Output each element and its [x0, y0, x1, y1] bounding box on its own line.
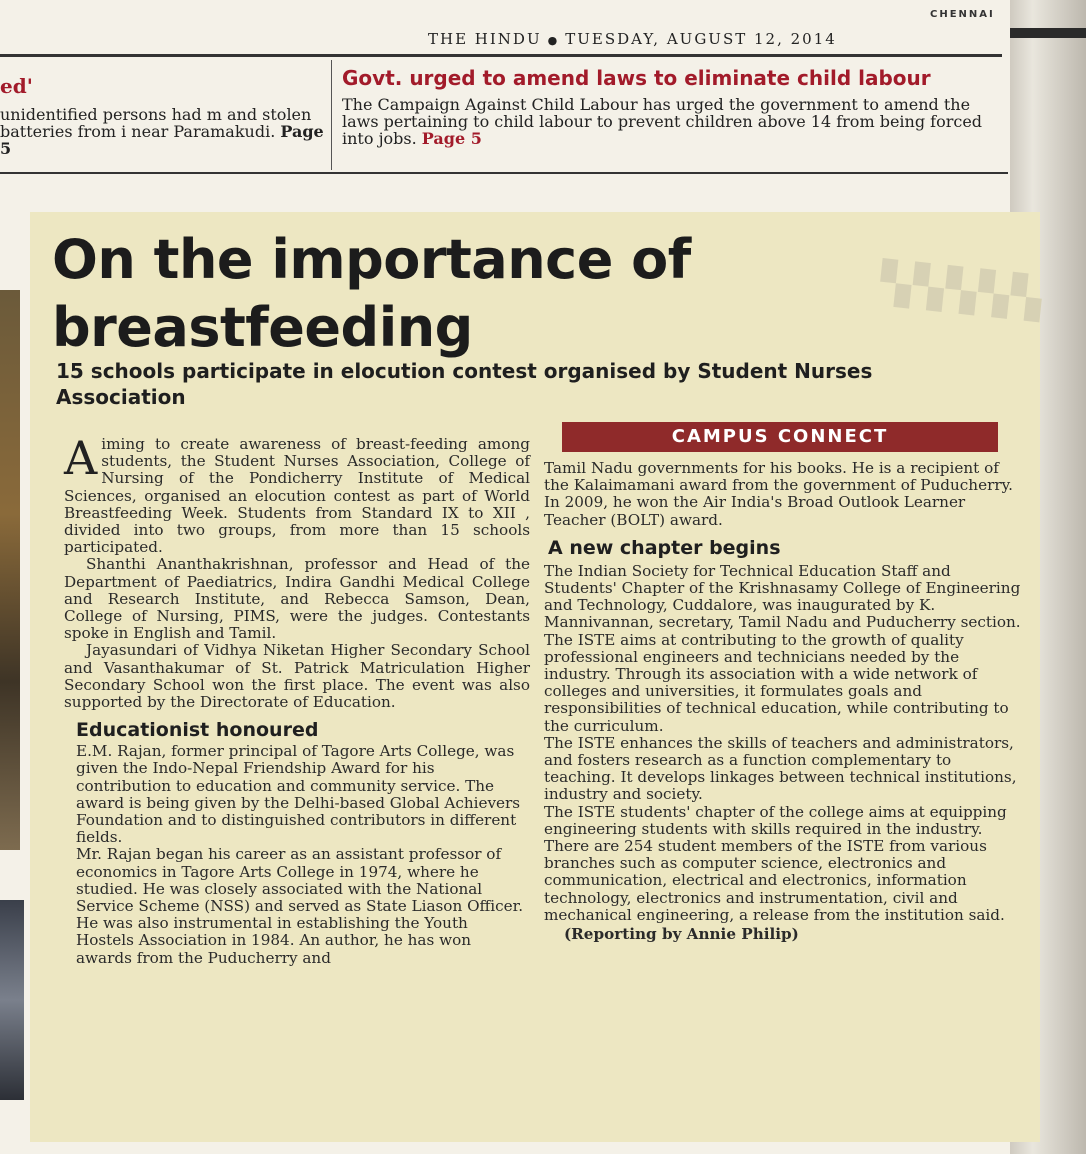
bleed-through-text: ▚▚▚▚▚: [878, 259, 1046, 323]
paper-name: THE HINDU: [428, 30, 542, 48]
article-subhead: 15 schools participate in elocution contest organised by Student Nurses Association: [56, 359, 873, 409]
teaser-left-body: unidentified persons had m and stolen batteries from i near Paramakudi.: [0, 105, 312, 141]
masthead-rule: [0, 54, 1002, 57]
edge-bar: [1010, 28, 1086, 38]
edition-label: CHENNAI: [930, 9, 995, 20]
paragraph-6: Tamil Nadu governments for his books. He is a recipient of the Kalaimamani award from the government of Puducherry. In 2009, he won the Air India's Broad Outlook Learner Teacher (BOLT) award.: [544, 459, 1013, 529]
masthead-separator: ●: [547, 34, 560, 47]
paragraph-1-text: iming to create awareness of breast-feeding among students, the Student Nurses Association, College of Nursing of the Pondicherry Institute of Medical Sciences, organised an elocution contest as part of World Breastfeeding Week. Students from Standard IX to XII , divided into two groups, from more than 15 schools participated.: [64, 435, 530, 557]
teaser-left: [0, 74, 325, 157]
teaser-left-page-ref: Page 5: [0, 122, 324, 158]
campus-connect-banner: CAMPUS CONNECT: [562, 422, 998, 452]
section-heading-educationist: Educationist honoured: [76, 719, 319, 742]
article-headline: On the importance of breastfeeding: [52, 228, 691, 359]
paragraph-9: The ISTE students' chapter of the college aims at equipping engineering students with skills required in the industry. There are 254 student members of the ISTE from various branches such as computer science, electronics and communication, electrical and electronics, information technology, electronics and instrumentation, civil and mechanical engineering, a release from the institution said.: [544, 802, 1007, 924]
teaser-divider: [331, 60, 332, 170]
teaser-left-headline: ed': [0, 74, 33, 98]
article-column-1: [64, 431, 530, 967]
byline: (Reporting by Annie Philip): [564, 925, 799, 944]
teaser-left-text: [0, 106, 325, 157]
section-heading-new-chapter: A new chapter begins: [548, 536, 781, 559]
teaser-rule: [0, 172, 1008, 174]
teaser-right-text: [342, 96, 1002, 147]
paragraph-8: The ISTE enhances the skills of teachers and administrators, and fosters research as a function complementary to teaching. It develops linkages between technical institutions, industry and society.: [544, 733, 1017, 804]
paragraph-1: [64, 431, 530, 557]
teaser-right-headline: Govt. urged to amend laws to eliminate child labour: [342, 66, 931, 90]
paragraph-7: The Indian Society for Technical Education Staff and Students' Chapter of the Krishnasamy College of Engineering and Technology, Cuddalore, was inaugurated by K. Mannivannan, secretary, Tamil Nadu and Puducherry section. The ISTE aims at contributing to the growth of quality professional engineers and technicians needed by the industry. Through its association with a wide network of colleges and universities, it formulates goals and responsibilities of technical education, while contributing to the curriculum.: [544, 561, 1021, 735]
paragraph-3: Jayasundari of Vidhya Niketan Higher Secondary School and Vasanthakumar of St. Patrick Matriculation Higher Secondary School won the first place. The event was also supported by the Directorate of Education.: [64, 641, 530, 712]
left-photo-strip: [0, 290, 20, 850]
paragraph-2: Shanthi Ananthakrishnan, professor and Head of the Department of Paediatrics, Indira Gandhi Medical College and Research Institute, and Rebecca Samson, Dean, College of Nursing, PIMS, were the judges. Contestants spoke in English and Tamil.: [64, 555, 530, 643]
left-photo-strip-lower: [0, 900, 24, 1100]
masthead: [428, 30, 837, 48]
drop-cap: A: [64, 431, 98, 485]
article-column-2: [544, 460, 1022, 943]
teaser-right-page-ref: Page 5: [421, 129, 482, 148]
paragraph-4: E.M. Rajan, former principal of Tagore Arts College, was given the Indo-Nepal Friendship Award for his contribution to education and community service. The award is being given by the Delhi-based Global Achievers Foundation and to distinguished contributors in different fields.: [76, 742, 521, 847]
issue-date: TUESDAY, AUGUST 12, 2014: [565, 30, 837, 48]
paragraph-5: Mr. Rajan began his career as an assistant professor of economics in Tagore Arts College in 1974, where he studied. He was closely associated with the National Service Scheme (NSS) and served as State Liason Officer. He was also instrumental in establishing the Youth Hostels Association in 1984. An author, he has won awards from the Puducherry and: [76, 845, 524, 967]
teaser-right-body: The Campaign Against Child Labour has urged the government to amend the laws pertaining to child labour to prevent children above 14 from being forced into jobs.: [342, 95, 983, 148]
teaser-right: [342, 66, 1002, 147]
